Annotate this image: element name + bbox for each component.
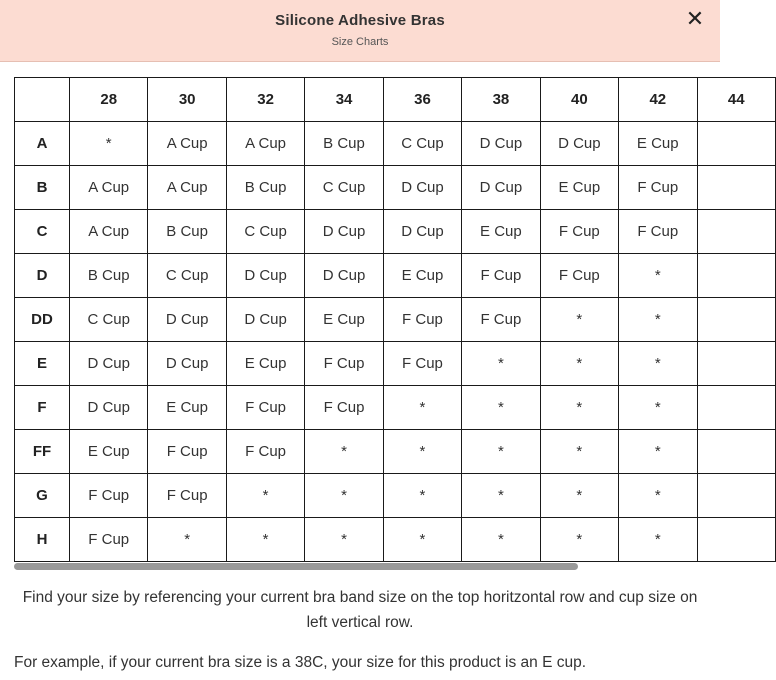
size-cell: F Cup bbox=[226, 430, 304, 474]
size-cell: A Cup bbox=[148, 122, 226, 166]
size-cell: E Cup bbox=[540, 166, 618, 210]
size-cell: C Cup bbox=[383, 122, 461, 166]
size-cell: D Cup bbox=[462, 122, 540, 166]
size-cell bbox=[697, 430, 776, 474]
horizontal-scrollbar[interactable] bbox=[14, 563, 578, 570]
size-cell: D Cup bbox=[226, 298, 304, 342]
band-size-header: 30 bbox=[148, 78, 226, 122]
band-size-header-row bbox=[15, 78, 776, 122]
size-cell: * bbox=[226, 518, 304, 562]
table-row bbox=[15, 210, 776, 254]
size-cell: F Cup bbox=[540, 210, 618, 254]
size-cell: F Cup bbox=[148, 430, 226, 474]
size-cell: E Cup bbox=[226, 342, 304, 386]
size-cell bbox=[697, 254, 776, 298]
size-cell: A Cup bbox=[70, 210, 148, 254]
size-cell: F Cup bbox=[383, 298, 461, 342]
size-cell: C Cup bbox=[148, 254, 226, 298]
size-cell: * bbox=[305, 474, 383, 518]
table-row bbox=[15, 386, 776, 430]
size-cell: D Cup bbox=[70, 386, 148, 430]
size-cell: D Cup bbox=[305, 254, 383, 298]
size-cell: D Cup bbox=[148, 298, 226, 342]
band-size-header: 44 bbox=[697, 78, 776, 122]
size-cell: * bbox=[619, 474, 697, 518]
size-cell: B Cup bbox=[305, 122, 383, 166]
cup-size-header: F bbox=[15, 386, 70, 430]
size-cell: D Cup bbox=[383, 210, 461, 254]
size-cell: D Cup bbox=[148, 342, 226, 386]
size-cell: F Cup bbox=[305, 342, 383, 386]
size-cell: D Cup bbox=[70, 342, 148, 386]
size-cell: F Cup bbox=[462, 254, 540, 298]
dialog-header bbox=[0, 0, 720, 62]
size-cell bbox=[697, 210, 776, 254]
size-cell: B Cup bbox=[226, 166, 304, 210]
size-cell: E Cup bbox=[462, 210, 540, 254]
example-text: For example, if your current bra size is a 38C, your size for this product is an E cup. bbox=[14, 654, 587, 671]
cup-size-header: H bbox=[15, 518, 70, 562]
size-cell: * bbox=[462, 518, 540, 562]
size-cell: * bbox=[619, 298, 697, 342]
size-cell: E Cup bbox=[383, 254, 461, 298]
size-cell bbox=[697, 122, 776, 166]
size-cell: E Cup bbox=[148, 386, 226, 430]
size-cell: * bbox=[305, 430, 383, 474]
size-cell: E Cup bbox=[619, 122, 697, 166]
size-cell: * bbox=[462, 342, 540, 386]
size-cell: * bbox=[70, 122, 148, 166]
size-cell: * bbox=[540, 298, 618, 342]
cup-size-header: FF bbox=[15, 430, 70, 474]
size-cell: D Cup bbox=[383, 166, 461, 210]
size-cell: * bbox=[305, 518, 383, 562]
table-row bbox=[15, 430, 776, 474]
size-cell: * bbox=[540, 474, 618, 518]
table-row bbox=[15, 474, 776, 518]
size-cell: * bbox=[383, 430, 461, 474]
band-size-header: 40 bbox=[540, 78, 618, 122]
size-cell: A Cup bbox=[70, 166, 148, 210]
size-cell bbox=[697, 518, 776, 562]
size-cell: * bbox=[540, 342, 618, 386]
size-cell: F Cup bbox=[70, 518, 148, 562]
size-cell: C Cup bbox=[226, 210, 304, 254]
size-cell: F Cup bbox=[619, 166, 697, 210]
size-cell: F Cup bbox=[619, 210, 697, 254]
size-cell: F Cup bbox=[226, 386, 304, 430]
size-cell bbox=[697, 298, 776, 342]
table-row bbox=[15, 122, 776, 166]
table-corner-cell bbox=[15, 78, 70, 122]
cup-size-header: C bbox=[15, 210, 70, 254]
size-cell: F Cup bbox=[540, 254, 618, 298]
size-cell: * bbox=[619, 254, 697, 298]
cup-size-header: G bbox=[15, 474, 70, 518]
band-size-header: 38 bbox=[462, 78, 540, 122]
table-row bbox=[15, 254, 776, 298]
table-row bbox=[15, 518, 776, 562]
size-cell: * bbox=[462, 386, 540, 430]
size-cell: B Cup bbox=[148, 210, 226, 254]
size-chart-body bbox=[15, 122, 776, 562]
cup-size-header: A bbox=[15, 122, 70, 166]
size-cell: * bbox=[148, 518, 226, 562]
band-size-header: 34 bbox=[305, 78, 383, 122]
size-cell: * bbox=[462, 430, 540, 474]
size-cell: * bbox=[462, 474, 540, 518]
table-row bbox=[15, 298, 776, 342]
size-cell: F Cup bbox=[70, 474, 148, 518]
table-row bbox=[15, 342, 776, 386]
size-cell: * bbox=[540, 430, 618, 474]
size-cell: F Cup bbox=[305, 386, 383, 430]
size-cell bbox=[697, 386, 776, 430]
size-cell bbox=[697, 342, 776, 386]
size-cell: F Cup bbox=[148, 474, 226, 518]
band-size-header: 28 bbox=[70, 78, 148, 122]
size-cell: * bbox=[226, 474, 304, 518]
band-size-header: 32 bbox=[226, 78, 304, 122]
dialog-title: Silicone Adhesive Bras bbox=[275, 12, 445, 29]
size-cell: * bbox=[619, 430, 697, 474]
size-cell: D Cup bbox=[305, 210, 383, 254]
size-cell: D Cup bbox=[540, 122, 618, 166]
size-cell: * bbox=[619, 342, 697, 386]
size-cell: A Cup bbox=[226, 122, 304, 166]
cup-size-header: B bbox=[15, 166, 70, 210]
table-row bbox=[15, 166, 776, 210]
dialog-subtitle: Size Charts bbox=[331, 36, 389, 48]
size-cell: * bbox=[540, 386, 618, 430]
cup-size-header: D bbox=[15, 254, 70, 298]
size-cell: C Cup bbox=[70, 298, 148, 342]
band-size-header: 42 bbox=[619, 78, 697, 122]
size-cell: E Cup bbox=[70, 430, 148, 474]
size-cell: * bbox=[383, 386, 461, 430]
instructions-text: Find your size by referencing your current bra band size on the top horitzontal row and cup size on left vertical row. bbox=[22, 589, 698, 631]
size-cell bbox=[697, 166, 776, 210]
size-cell: E Cup bbox=[305, 298, 383, 342]
cup-size-header: DD bbox=[15, 298, 70, 342]
size-cell: B Cup bbox=[70, 254, 148, 298]
size-cell: D Cup bbox=[462, 166, 540, 210]
size-cell: * bbox=[383, 518, 461, 562]
size-cell: F Cup bbox=[462, 298, 540, 342]
cup-size-header: E bbox=[15, 342, 70, 386]
band-size-header: 36 bbox=[383, 78, 461, 122]
size-cell bbox=[697, 474, 776, 518]
size-cell: A Cup bbox=[148, 166, 226, 210]
size-cell: * bbox=[383, 474, 461, 518]
size-cell: F Cup bbox=[383, 342, 461, 386]
size-cell: * bbox=[619, 518, 697, 562]
close-icon[interactable]: ✕ bbox=[685, 6, 705, 31]
size-chart-scroll-area[interactable] bbox=[14, 77, 745, 561]
size-cell: * bbox=[540, 518, 618, 562]
size-cell: D Cup bbox=[226, 254, 304, 298]
size-cell: * bbox=[619, 386, 697, 430]
size-chart-table bbox=[14, 77, 776, 562]
size-cell: C Cup bbox=[305, 166, 383, 210]
